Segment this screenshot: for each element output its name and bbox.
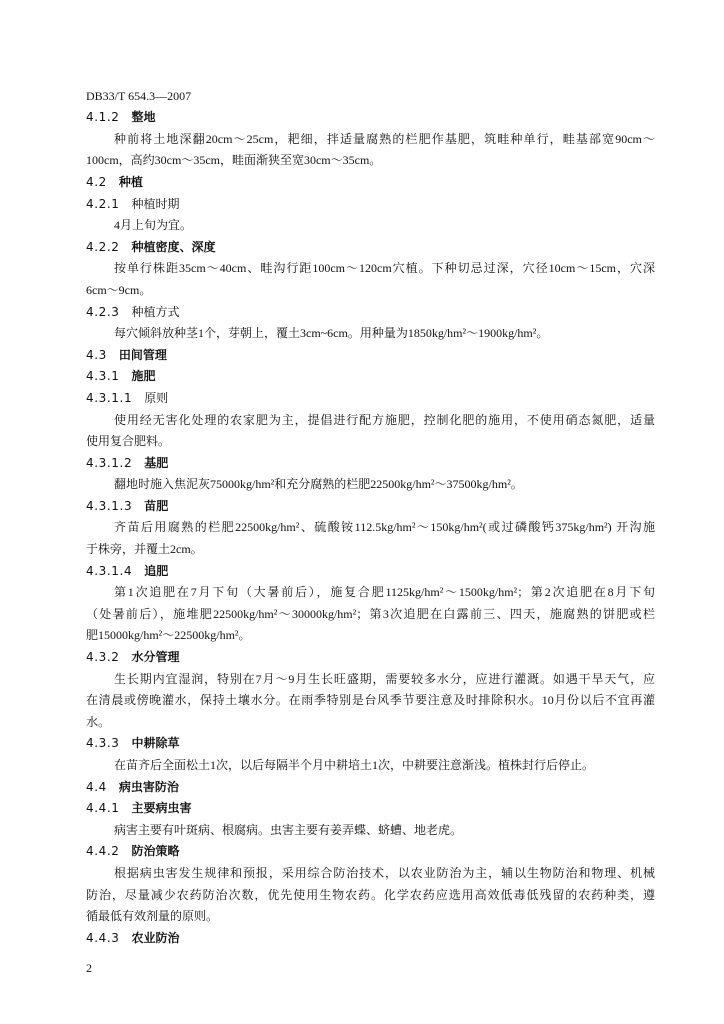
- clause-number: 4.3.2: [86, 650, 120, 665]
- clause-heading: [86, 733, 655, 755]
- paragraph-line: 每穴倾斜放种茎1个，芽朝上，覆土3cm~6cm。用种量为1850kg/hm²～1900kg/hm²。: [114, 326, 549, 341]
- paragraph-line: 防治，尽量减少农药防治次数，优先使用生物农药。化学农药应选用高效低毒低残留的农药种类，遵: [86, 887, 655, 902]
- running-header-standard-code: DB33/T 654.3—2007: [86, 88, 192, 103]
- clause-4-4-2: [86, 841, 655, 927]
- clause-heading: [86, 841, 655, 863]
- clause-number: 4.3.1: [86, 369, 120, 384]
- clause-number: 4.3.1.1: [86, 390, 133, 405]
- paragraph-line: 使用复合肥料。: [86, 434, 171, 449]
- clause-number: 4.2.2: [86, 239, 120, 254]
- clause-4-3-1: [86, 366, 655, 388]
- paragraph: [86, 215, 655, 237]
- paragraph-line: 病害主要有叶斑病、根腐病。虫害主要有姜弄蝶、蛴螬、地老虎。: [114, 822, 463, 837]
- clause-heading: [86, 194, 655, 216]
- clause-title: 田间管理: [118, 347, 167, 362]
- clause-title: 基肥: [144, 455, 169, 470]
- paragraph-line: 循最低有效剂量的原则。: [86, 909, 219, 924]
- paragraph: [86, 323, 655, 345]
- paragraph: [86, 755, 655, 777]
- paragraph-line: 于株旁，并覆土2cm。: [86, 542, 203, 557]
- paragraph-line: 生长期内宜湿润，特别在7月～9月生长旺盛期，需要较多水分，应进行灌溉。如遇干旱天气，应: [114, 671, 655, 686]
- clause-4-3-1-3: [86, 496, 655, 561]
- paragraph: [86, 582, 655, 647]
- clause-number: 4.3.1.3: [86, 498, 133, 513]
- clause-number: 4.4.3: [86, 930, 120, 945]
- clause-4-3-1-2: [86, 453, 655, 496]
- clause-heading: [86, 561, 655, 583]
- paragraph-line: （处暑前后），施堆肥22500kg/hm²～30000kg/hm²；第3次追肥在白露前三、四天，施腐熟的饼肥或栏: [86, 606, 655, 621]
- clause-title: 追肥: [144, 563, 169, 578]
- clause-heading: [86, 496, 655, 518]
- clause-title: 病虫害防治: [118, 779, 179, 794]
- clause-title: 主要病虫害: [131, 801, 192, 816]
- clause-4-2-2: [86, 237, 655, 302]
- clause-heading: [86, 172, 655, 194]
- clause-heading: [86, 302, 655, 324]
- clause-number: 4.2.3: [86, 304, 120, 319]
- paragraph: [86, 474, 655, 496]
- clause-title: 水分管理: [131, 650, 180, 665]
- clause-number: 4.2: [86, 174, 107, 189]
- clause-number: 4.4: [86, 779, 107, 794]
- paragraph-line: 肥15000kg/hm²～22500kg/hm²。: [86, 628, 251, 643]
- paragraph: [86, 820, 655, 842]
- paragraph-line: 100cm，高约30cm～35cm，畦面渐狭至宽30cm～35cm。: [86, 153, 382, 168]
- clause-title: 种植方式: [131, 304, 180, 319]
- clause-heading: [86, 388, 655, 410]
- clause-number: 4.3.3: [86, 736, 120, 751]
- paragraph-line: 按单行株距35cm～40cm、畦沟行距100cm～120cm穴植。下种切忌过深，穴径10cm～15cm，穴深: [114, 261, 655, 276]
- clause-4-3-1-1: [86, 388, 655, 453]
- paragraph: [86, 129, 655, 172]
- clause-heading: [86, 777, 655, 799]
- paragraph-line: 齐苗后用腐熟的栏肥22500kg/hm²、硫酸铵112.5kg/hm²～150kg/hm²(或过磷酸钙375kg/hm²) 开沟施: [114, 520, 655, 535]
- paragraph: [86, 258, 655, 301]
- clause-heading: [86, 345, 655, 367]
- clause-title: 原则: [144, 390, 169, 405]
- clause-number: 4.3.1.4: [86, 563, 133, 578]
- clause-4-4-1: [86, 798, 655, 841]
- clause-heading: [86, 366, 655, 388]
- clause-heading: [86, 453, 655, 475]
- clause-title: 整地: [131, 110, 156, 125]
- clause-number: 4.4.2: [86, 844, 120, 859]
- paragraph-line: 4月上旬为宜。: [114, 218, 193, 233]
- clause-heading: [86, 107, 655, 129]
- clause-heading: [86, 647, 655, 669]
- clause-4-3: [86, 345, 655, 367]
- clause-title: 种植密度、深度: [131, 239, 216, 254]
- paragraph-line: 翻地时施入焦泥灰75000kg/hm²和充分腐熟的栏肥22500kg/hm²～37500kg/hm²。: [114, 477, 523, 492]
- clause-heading: [86, 237, 655, 259]
- document-body: [86, 107, 655, 949]
- clause-title: 中耕除草: [131, 736, 180, 751]
- paragraph: [86, 669, 655, 734]
- clause-4-3-1-4: [86, 561, 655, 647]
- paragraph-line: 根据病虫害发生规律和预报，采用综合防治技术，以农业防治为主，辅以生物防治和物理、机械: [114, 865, 655, 880]
- paragraph-line: 水。: [86, 714, 111, 729]
- clause-4-2: [86, 172, 655, 194]
- clause-4-3-3: [86, 733, 655, 776]
- clause-4-2-1: [86, 194, 655, 237]
- paragraph-line: 在苗齐后全面松土1次，以后每隔半个月中耕培土1次，中耕要注意渐浅。植株封行后停止。: [114, 758, 595, 772]
- clause-number: 4.2.1: [86, 196, 120, 211]
- clause-title: 施肥: [131, 369, 156, 384]
- clause-4-4: [86, 777, 655, 799]
- paragraph-line: 第1次追肥在7月下旬（大暑前后），施复合肥1125kg/hm²～1500kg/hm²；第2次追肥在8月下旬: [114, 585, 655, 600]
- clause-4-4-3: [86, 928, 655, 950]
- page-number: 2: [86, 961, 92, 975]
- clause-title: 农业防治: [131, 930, 180, 945]
- clause-title: 种植时期: [131, 196, 180, 211]
- clause-number: 4.3.1.2: [86, 455, 133, 470]
- paragraph-line: 种前将土地深翻20cm～25cm，耙细，拌适量腐熟的栏肥作基肥，筑畦种单行，畦基部宽90cm～: [114, 131, 655, 146]
- clause-4-1-2: [86, 107, 655, 172]
- paragraph-line: 6cm～9cm。: [86, 282, 152, 297]
- paragraph: [86, 517, 655, 560]
- paragraph-line: 使用经无害化处理的农家肥为主，提倡进行配方施肥，控制化肥的施用，不使用硝态氮肥，适量: [114, 412, 655, 427]
- paragraph: [86, 410, 655, 453]
- clause-title: 防治策略: [131, 844, 180, 859]
- clause-number: 4.4.1: [86, 801, 120, 816]
- paragraph: [86, 863, 655, 928]
- clause-number: 4.1.2: [86, 110, 120, 125]
- clause-heading: [86, 798, 655, 820]
- clause-number: 4.3: [86, 347, 107, 362]
- clause-title: 苗肥: [144, 498, 169, 513]
- clause-4-3-2: [86, 647, 655, 733]
- paragraph-line: 在清晨或傍晚灌水，保持土壤水分。在雨季特别是台风季节要注意及时排除积水。10月份以后不宜再灌: [86, 693, 655, 708]
- clause-title: 种植: [118, 174, 143, 189]
- clause-4-2-3: [86, 302, 655, 345]
- clause-heading: [86, 928, 655, 950]
